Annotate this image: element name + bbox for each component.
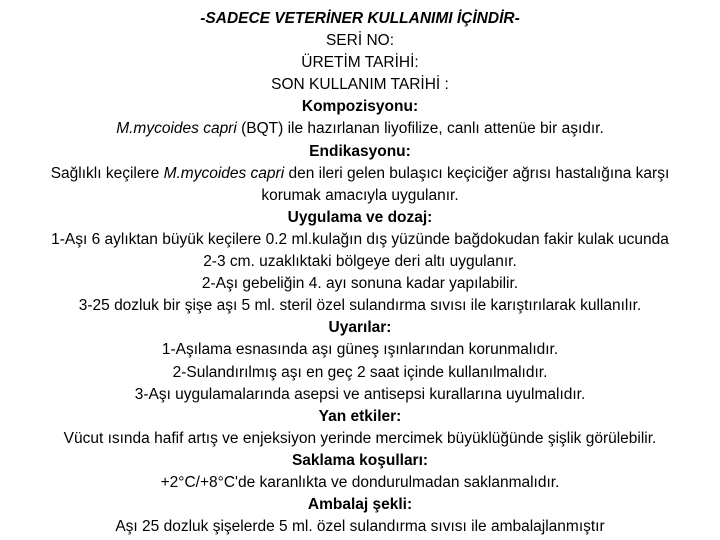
indication-prefix: Sağlıklı keçilere <box>50 164 164 182</box>
indication-line-1 <box>0 163 720 185</box>
warnings-line-2: 2-Sulandırılmış aşı en geç 2 saat içinde kullanılmalıdır. <box>172 363 548 381</box>
storage-heading: Saklama koşulları: <box>291 451 429 469</box>
administration-line-2: 2-3 cm. uzaklıktaki bölgeye deri altı uygulanır. <box>203 253 517 271</box>
composition-description: (BQT) ile hazırlanan liyofilize, canlı attenüe bir aşıdır. <box>236 120 604 138</box>
warnings-heading: Uyarılar: <box>328 319 392 337</box>
serial-number-label: SERİ NO: <box>325 32 395 50</box>
indication-line-2: korumak amacıyla uygulanır. <box>261 186 459 204</box>
composition-heading: Kompozisyonu: <box>301 98 419 116</box>
veterinary-use-warning: -SADECE VETERİNER KULLANIMI İÇİNDİR- <box>200 10 520 27</box>
indication-suffix: den ileri gelen bulaşıcı keçiciğer ağrısı hastalığına karşı <box>284 164 670 182</box>
side-effects-line-1: Vücut ısında hafif artış ve enjeksiyon yerinde mercimek büyüklüğünde şişlik görülebilir. <box>63 429 657 447</box>
warnings-line-1: 1-Aşılama esnasında aşı güneş ışınlarından korunmalıdır. <box>161 341 559 359</box>
packaging-heading: Ambalaj şekli: <box>307 496 413 514</box>
administration-line-1: 1-Aşı 6 aylıktan büyük keçilere 0.2 ml.kulağın dış yüzünde bağdokudan fakir kulak ucunda <box>51 230 669 248</box>
administration-heading: Uygulama ve dozaj: <box>287 208 433 226</box>
composition-text <box>0 118 720 140</box>
storage-line-1: +2°C/+8°C'de karanlıkta ve dondurulmadan saklanmalıdır. <box>160 473 560 491</box>
composition-organism: M.mycoides capri <box>116 120 237 138</box>
administration-line-4: 3-25 dozluk bir şişe aşı 5 ml. steril özel sulandırma sıvısı ile karıştırılarak kullanılır. <box>78 297 642 315</box>
indication-organism: M.mycoides capri <box>163 164 285 182</box>
administration-line-3: 2-Aşı gebeliğin 4. ayı sonuna kadar yapılabilir. <box>201 275 519 293</box>
warnings-line-3: 3-Aşı uygulamalarında asepsi ve antisepsi kurallarına uyulmalıdır. <box>134 385 586 403</box>
expiry-date-label: SON KULLANIM TARİHİ : <box>271 76 449 94</box>
packaging-line-1: Aşı 25 dozluk şişelerde 5 ml. özel sulandırma sıvısı ile ambalajlanmıştır <box>115 518 605 536</box>
production-date-label: ÜRETİM TARİHİ: <box>301 54 419 72</box>
side-effects-heading: Yan etkiler: <box>318 407 402 425</box>
indication-heading: Endikasyonu: <box>309 142 411 160</box>
